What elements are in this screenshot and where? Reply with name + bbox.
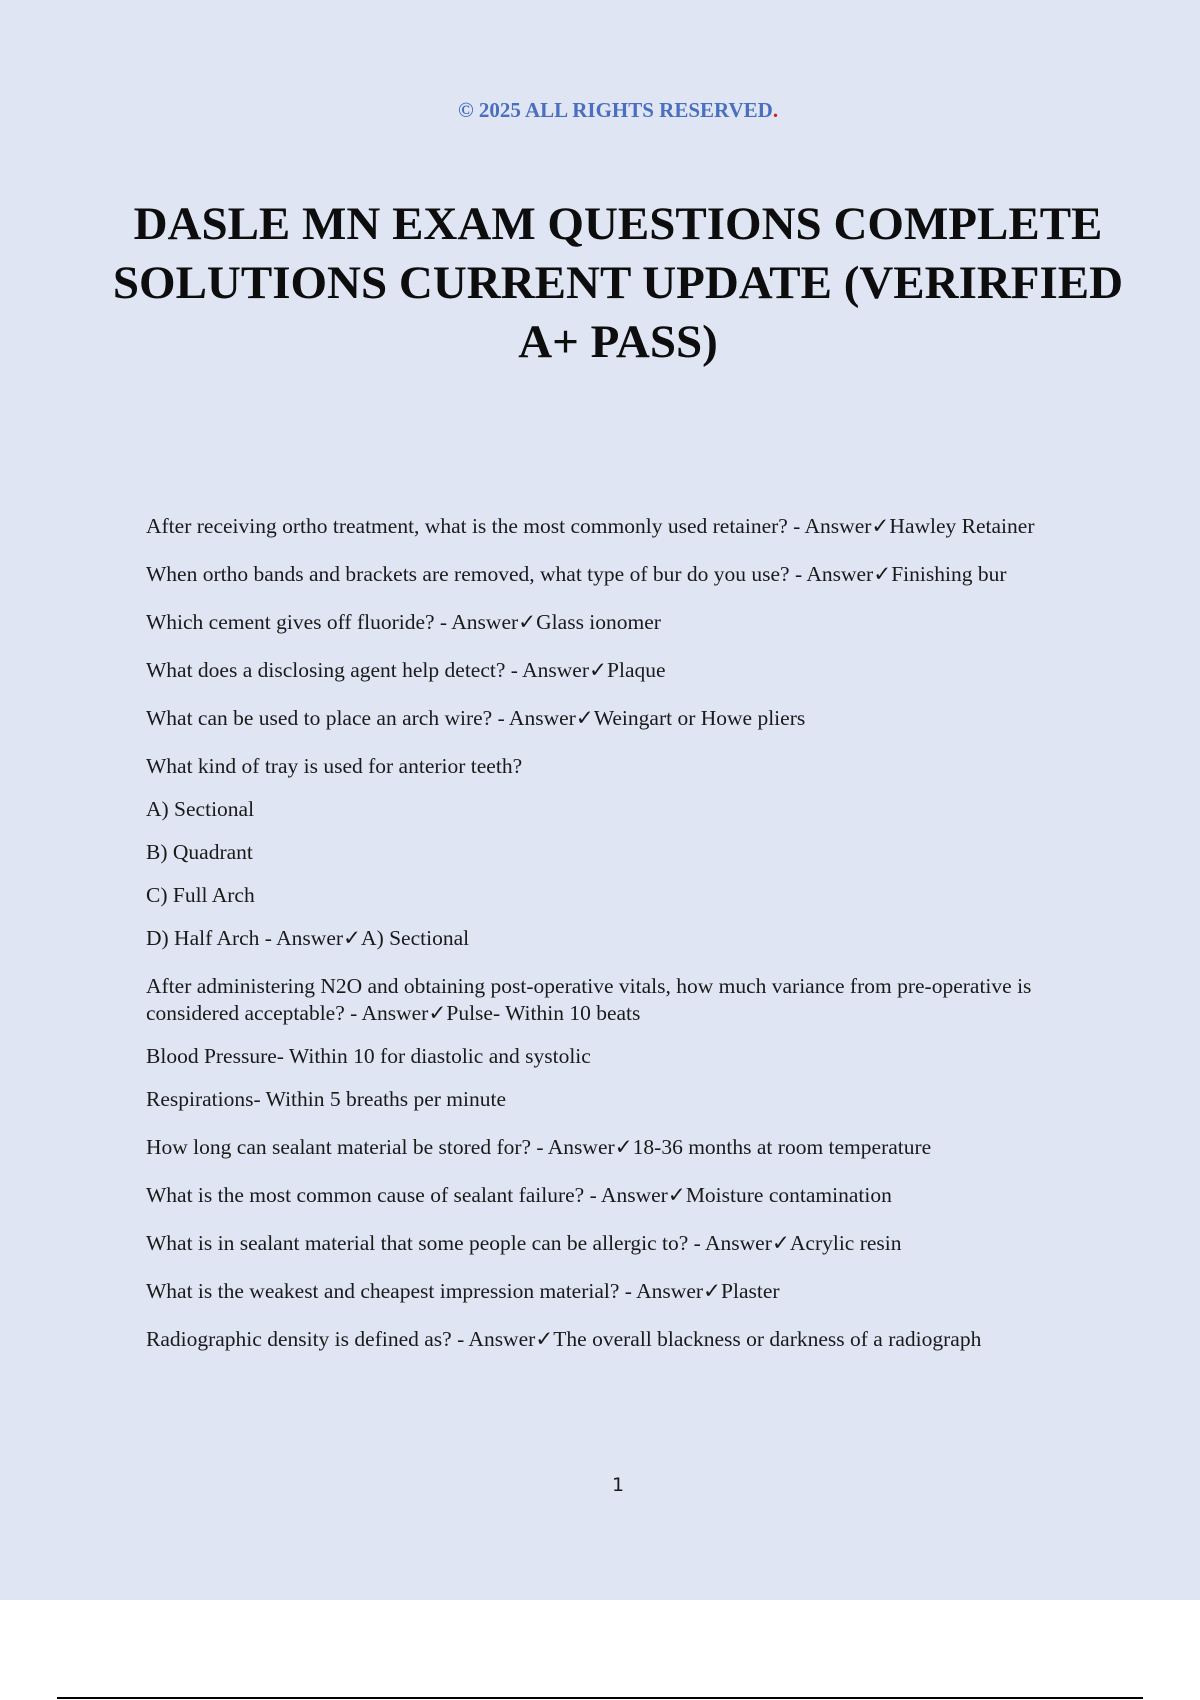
qa-option: C) Full Arch [146, 883, 255, 907]
qa-item: Which cement gives off fluoride? - Answer✓Glass ionomer [146, 610, 661, 634]
qa-item: After administering N2O and obtaining post-operative vitals, how much variance from pre-operative is considered acceptable? - Answer✓Pulse- Within 10 beats [146, 974, 1032, 1025]
qa-item: What is in sealant material that some people can be allergic to? - Answer✓Acrylic resin [146, 1231, 902, 1255]
qa-item: Radiographic density is defined as? - Answer✓The overall blackness or darkness of a radiograph [146, 1327, 982, 1351]
qa-option: A) Sectional [146, 797, 255, 821]
document-title: DASLE MN EXAM QUESTIONS COMPLETE SOLUTIONS CURRENT UPDATE (VERIRFIED A+ PASS) [112, 198, 1124, 368]
qa-item: When ortho bands and brackets are removed, what type of bur do you use? - Answer✓Finishing bur [146, 562, 1007, 586]
copyright-text: © 2025 ALL RIGHTS RESERVED [457, 98, 773, 122]
bottom-divider [57, 1697, 1143, 1699]
qa-item: How long can sealant material be stored for? - Answer✓18-36 months at room temperature [146, 1135, 932, 1159]
qa-item: Respirations- Within 5 breaths per minute [146, 1087, 506, 1111]
question-answer-list [146, 513, 1096, 1374]
page-number: 1 [611, 1474, 625, 1496]
qa-item: What is the most common cause of sealant failure? - Answer✓Moisture contamination [146, 1183, 892, 1207]
qa-item: After receiving ortho treatment, what is the most commonly used retainer? - Answer✓Hawley Retainer [146, 514, 1035, 538]
copyright-notice [0, 98, 1200, 123]
qa-item: Blood Pressure- Within 10 for diastolic and systolic [146, 1044, 591, 1068]
qa-item: What kind of tray is used for anterior teeth? [146, 754, 523, 778]
qa-option: B) Quadrant [146, 840, 253, 864]
qa-item: What does a disclosing agent help detect? - Answer✓Plaque [146, 658, 666, 682]
qa-item: What is the weakest and cheapest impression material? - Answer✓Plaster [146, 1279, 780, 1303]
qa-item: What can be used to place an arch wire? - Answer✓Weingart or Howe pliers [146, 706, 806, 730]
copyright-dot: . [772, 98, 779, 122]
qa-option: D) Half Arch - Answer✓A) Sectional [146, 926, 470, 950]
